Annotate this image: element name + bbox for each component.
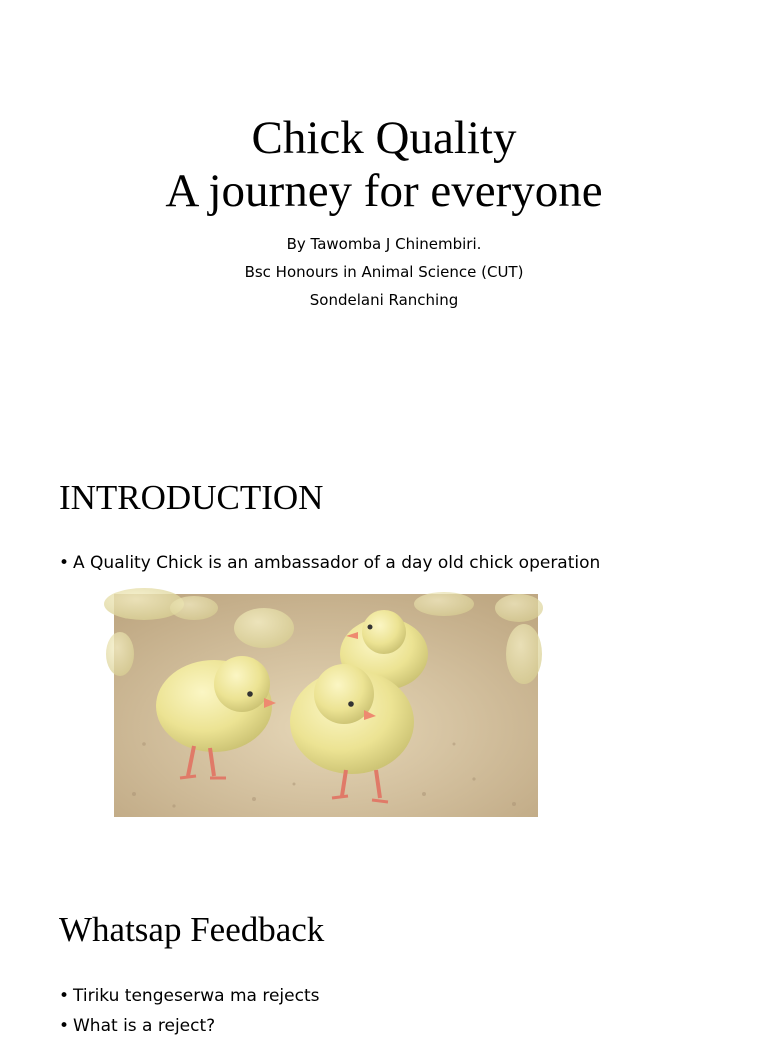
- bullet-item: • What is a reject?: [59, 1011, 319, 1041]
- chicks-photo: [114, 594, 538, 817]
- slide-heading: Whatsap Feedback: [59, 910, 325, 949]
- bullet-item: • A Quality Chick is an ambassador of a day old chick operation: [59, 548, 600, 578]
- bullet-list: [59, 981, 319, 1041]
- slide-subtitle: [0, 230, 768, 314]
- title-line-1: Chick Quality: [251, 112, 517, 164]
- bullet-item: • Tiriku tengeserwa ma rejects: [59, 981, 319, 1011]
- introduction-slide: [0, 432, 768, 864]
- title-slide: [0, 0, 768, 432]
- degree-line: Bsc Honours in Animal Science (CUT): [244, 263, 524, 281]
- chicks-photo-icon: [114, 594, 538, 817]
- slide-heading: INTRODUCTION: [59, 478, 324, 517]
- organization-line: Sondelani Ranching: [309, 291, 459, 309]
- whatsapp-feedback-slide: [0, 864, 768, 1036]
- slide-title: [0, 112, 768, 218]
- author-line: By Tawomba J Chinembiri.: [286, 235, 482, 253]
- title-line-2: A journey for everyone: [165, 165, 603, 217]
- bullet-list: [59, 548, 600, 578]
